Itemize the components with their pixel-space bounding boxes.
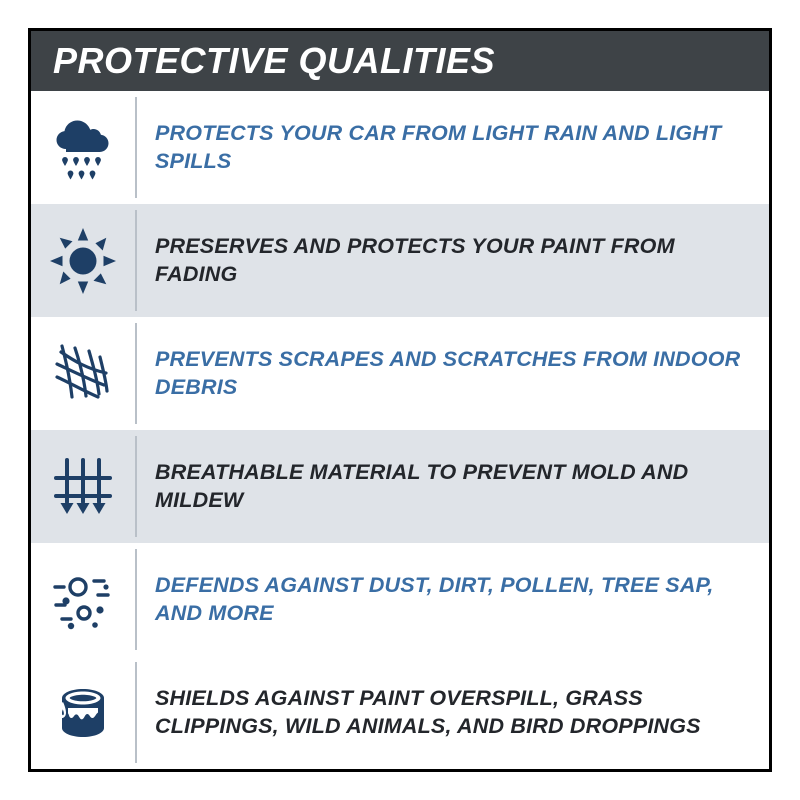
list-item [31, 91, 769, 204]
feature-text: PRESERVES AND PROTECTS YOUR PAINT FROM FADING [155, 234, 675, 286]
icon-cell [31, 656, 135, 769]
panel-header [31, 31, 769, 91]
list-item [31, 656, 769, 769]
feature-text: PREVENTS SCRAPES AND SCRATCHES FROM INDOOR DEBRIS [155, 347, 741, 399]
icon-cell [31, 204, 135, 317]
icon-cell [31, 317, 135, 430]
text-cell [137, 685, 769, 739]
scratched-net-icon [48, 339, 118, 409]
text-cell [137, 459, 769, 513]
list-item [31, 430, 769, 543]
breathable-airflow-icon [48, 452, 118, 522]
feature-text: DEFENDS AGAINST DUST, DIRT, POLLEN, TREE SAP, AND MORE [155, 573, 714, 625]
paint-can-icon [48, 678, 118, 748]
feature-text: SHIELDS AGAINST PAINT OVERSPILL, GRASS CLIPPINGS, WILD ANIMALS, AND BIRD DROPPINGS [155, 686, 701, 738]
list-item [31, 317, 769, 430]
list-item [31, 543, 769, 656]
dust-particles-icon [48, 565, 118, 635]
list-item [31, 204, 769, 317]
page-title: PROTECTIVE QUALITIES [53, 40, 496, 81]
icon-cell [31, 543, 135, 656]
text-cell [137, 572, 769, 626]
rain-cloud-icon [48, 113, 118, 183]
text-cell [137, 233, 769, 287]
text-cell [137, 346, 769, 400]
protective-qualities-panel [28, 28, 772, 772]
feature-list [31, 91, 769, 769]
sun-icon [48, 226, 118, 296]
icon-cell [31, 430, 135, 543]
icon-cell [31, 91, 135, 204]
feature-text: BREATHABLE MATERIAL TO PREVENT MOLD AND MILDEW [155, 460, 689, 512]
text-cell [137, 120, 769, 174]
feature-text: PROTECTS YOUR CAR FROM LIGHT RAIN AND LIGHT SPILLS [155, 121, 722, 173]
